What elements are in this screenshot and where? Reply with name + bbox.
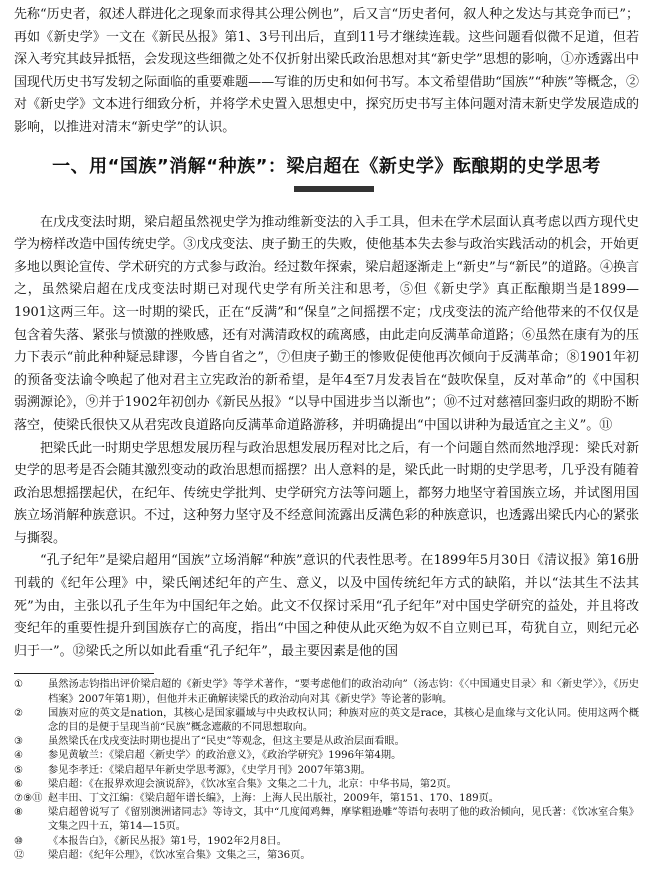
body-paragraph-3: “孔子纪年”是梁启超用“国族”立场消解“种族”意识的代表性思考。在1899年5月30日《清议报》第16册刊载的《纪年公理》中，梁氏阐述纪年的产生、意义，以及中国传统纪年方式的缺陷，并以“法其生不法其死”为由，主张以孔子生年为中国纪年之始。此文不仅探讨采用“孔子纪年”对中国史学研究的益处，并且将改变纪年的重要性提升到国族存亡的高度，指出“中国之种使从此灭绝为奴不自立则已耳，苟犹自立，则纪元必归于一”。⑫梁氏之所以如此看重“孔子纪年”，最主要因素是他的国 [14,553,639,659]
footnote-text: 国族对应的英文是nation，其核心是国家疆域与中央政权认同；种族对应的英文是race，其核心是血缘与文化认同。使用这两个概念的目的是便于呈现当前“民族”概念遮蔽的不同思想取向。 [48,707,639,734]
footnote-divider [14,673,154,674]
footnote-text: 梁启超曾说写了《留别澳洲诸同志》等诗文，其中“几度闻鸡舞，摩挲粗逊雕”等语句表明了他的政治倾向，见氏著：《饮冰室合集》文集之四十五，第14—15页。 [48,807,639,833]
footnote-text: 梁启超：《纪年公理》，《饮冰室合集》文集之三，第36页。 [48,849,311,861]
body-paragraph-2: 把梁氏此一时期史学思想发展历程与政治思想发展历程对比之后，有一个问题自然而然地浮现：梁氏对新史学的思考是否会随其激烈变动的政治思想而摇摆？出人意料的是，梁氏此一时期的史学思考，几乎没有随着政治思想摇摆起伏，在纪年、传统史学批判、史学研究方法等问题上，都努力地坚守着国族立场，并试图用国族立场消解种族意识。不过，这种努力坚守及不经意间流露出反满色彩的种族意识，也透露出梁氏内心的紧张与撕裂。 [14,440,639,546]
footnote [14,735,639,749]
footnote [14,849,639,863]
footnote [14,764,639,778]
body-paragraph-1: 在戊戌变法时期，梁启超虽然视史学为推动维新变法的入手工具，但未在学术层面认真考虑以西方现代史学为榜样改造中国传统史学。③戊戌变法、庚子勤王的失败，使他基本失去参与政治实践活动的机会，开始更多地以舆论宣传、学术研究的方式参与政治。经过数年探索，梁启超逐渐走上“新史”与“新民”的道路。④换言之，虽然梁启超在戊戌变法时期已对现代史学有所关注和思考，⑤但《新史学》真正酝酿期当是1899—1901这两三年。这一时期的梁氏，正在“反满”和“保皇”之间摇摆不定；戊戌变法的流产给他带来的不仅仅是包含着失落、紧张与愤激的挫败感，还有对满清政权的疏离感，由此走向反满革命道路；⑥虽然在康有为的压力下表示“前此种种疑忌肆谬，今皆自省之”，⑦但庚子勤王的惨败促使他再次倾向于反满革命；⑧1901年初的预备变法谕令唤起了他对君主立宪政治的新希望，是年4至7月发表旨在“鼓吹保皇，反对革命”的《中国积弱溯源论》，⑨并于1902年初创办《新民丛报》“以导中国进步当以渐也”；⑩不过对慈禧回銮归政的期盼不断落空，使梁氏很快又从君宪改良道路向反满革命道路游移，并明确提出“中国以讲种为最适宜之主义”。⑪ [14,214,639,433]
footnote [14,678,639,706]
footnote-mark: ③ [14,736,24,748]
footnote [14,792,639,806]
footnote-text: 赵丰田、丁文江编：《梁启超年谱长编》，上海：上海人民出版社，2009年，第151、170、189页。 [48,793,499,805]
footnote-text: 《本报告白》，《新民丛报》第1号，1902年2月8日。 [48,835,287,847]
footnote-mark: ② [14,707,24,719]
section-heading [14,152,639,199]
section-title-text: 一、用“国族”消解“种族”：梁启超在《新史学》酝酿期的史学思考 [52,155,601,177]
footnote-text: 参见黄敏兰：《梁启超〈新史学〉的政治意义》，《政治学研究》1996年第4期。 [48,750,402,762]
footnote-text: 梁启超：《在报界欢迎会演说辞》，《饮冰室合集》文集之二十九，北京：中华书局，第2页。 [48,778,457,790]
footnote-mark: ⑦⑨⑪ [14,793,43,805]
footnote-mark: ⑩ [14,835,24,847]
footnote-mark: ④ [14,750,24,762]
intro-paragraph: 先称“历史者，叙述人群进化之现象而求得其公理公例也”，后又言“历史者何，叙人种之发达与其竞争而已”；再如《新史学》一文在《新民丛报》第1、3号刊出后，直到11号才继续连载。这些问题看似微不足道，但若深入考究其歧异抵牾，会发现这些细微之处不仅折射出梁氏政治思想对其“新史学”思想的影响，①亦透露出中国现代历史书写发轫之际面临的重要难题——写谁的历史和如何书写。本文希望借助“国族”“种族”等概念，②对《新史学》文本进行细致分析，并将学术史置入思想史中，探究历史书写主体问题对清末新史学发展造成的影响，以推进对清末“新史学”的认识。 [14,7,639,135]
heading-bar-decoration [294,186,374,192]
footnote [14,806,639,834]
footnote-text: 虽然汤志钧指出评价梁启超的《新史学》等学术著作，“要考虑他们的政治动向”（汤志钧：《〈中国通史目录〉和〈新史学〉》，《历史档案》2007年第1期），但他并未正确解读梁氏的政治动向对其《新史学》等论著的影响。 [48,679,639,705]
footnote-mark: ① [14,679,24,691]
footnote [14,749,639,763]
footnote-mark: ⑤ [14,764,24,776]
footnote-text: 虽然梁氏在戊戌变法时期也提出了“民史”等观念，但这主要是从政治层面看眼。 [48,736,405,748]
footnote-mark: ⑫ [14,849,25,861]
paper-page [14,4,639,863]
footnote [14,707,639,735]
footnote [14,835,639,849]
footnote-text: 参见李孝迁：《梁启超早年新史学思考源》，《史学月刊》2007年第3期。 [48,764,371,776]
footnote-list [14,678,639,863]
footnote-mark: ⑧ [14,807,24,819]
footnote-mark: ⑥ [14,778,24,790]
footnote [14,778,639,792]
